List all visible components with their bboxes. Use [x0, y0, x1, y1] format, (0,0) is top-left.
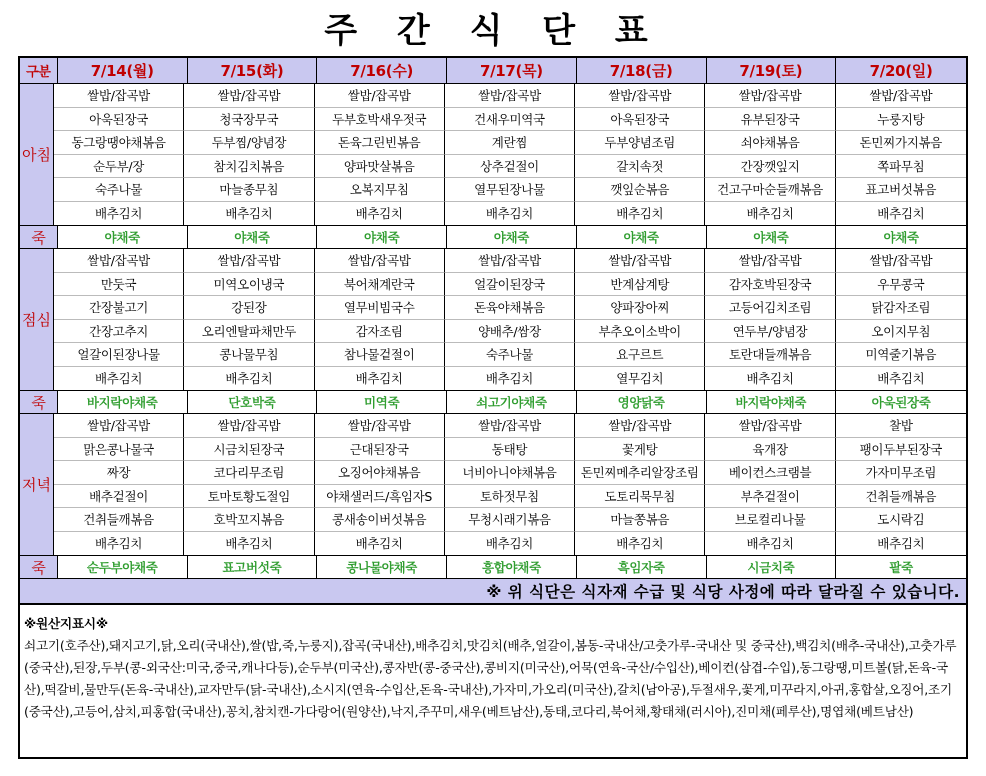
menu-row — [54, 202, 966, 226]
day-header: 7/19(토) — [707, 58, 837, 83]
meal-label: 저녁 — [20, 414, 54, 555]
menu-cell: 숙주나물 — [445, 343, 575, 367]
menu-cell: 찰밥 — [836, 414, 966, 438]
meal-dinner — [20, 414, 966, 556]
menu-cell: 배추김치 — [575, 532, 705, 556]
day-header: 7/15(화) — [188, 58, 318, 83]
menu-cell: 배추김치 — [877, 371, 925, 387]
menu-cell: 배추김치 — [877, 206, 925, 222]
menu-cell: 마늘종무침 — [184, 178, 314, 202]
menu-cell: 배추김치 — [445, 202, 575, 226]
menu-cell: 쌀밥/잡곡밥 — [315, 249, 445, 273]
menu-cell: 베이컨스크램블 — [705, 461, 835, 485]
menu-cell: 배추김치 — [877, 536, 925, 552]
porridge-cell: 단호박죽 — [188, 391, 318, 414]
menu-cell: 배추김치 — [54, 532, 184, 556]
menu-cell: 두부양념조림 — [575, 131, 705, 155]
porridge-cell: 야채죽 — [317, 226, 447, 249]
menu-cell: 쌀밥/잡곡밥 — [836, 84, 966, 108]
menu-cell: 요구르트 — [575, 343, 705, 367]
menu-cell: 배추김치 — [445, 532, 575, 556]
menu-cell: 오복지무침 — [315, 178, 445, 202]
notice-text: ※ 위 식단은 식자재 수급 및 식당 사정에 따라 달라질 수 있습니다. — [20, 579, 966, 605]
menu-row — [54, 108, 966, 132]
porridge-cell: 흑임자죽 — [577, 556, 707, 579]
meal-label: 점심 — [20, 249, 54, 390]
menu-cell: 쌀밥/잡곡밥 — [54, 84, 184, 108]
menu-cell: 쌀밥/잡곡밥 — [445, 249, 575, 273]
porridge-cell: 야채죽 — [577, 226, 707, 249]
menu-cell: 쌀밥/잡곡밥 — [575, 249, 705, 273]
menu-cell: 북어채계란국 — [315, 273, 445, 297]
menu-cell: 간장깻잎지 — [705, 155, 835, 179]
menu-cell: 닭감자조림 — [836, 296, 966, 320]
menu-cell: 가자미무조림 — [836, 461, 966, 485]
menu-cell: 얼갈이된장나물 — [54, 343, 184, 367]
page-title: 주 간 식 단 표 — [324, 11, 662, 51]
menu-cell: 돈민찌메추리알장조림 — [575, 461, 705, 485]
porridge-cell: 팥죽 — [836, 556, 966, 579]
menu-cell: 열무비빔국수 — [315, 296, 445, 320]
menu-cell: 배추김치 — [184, 367, 314, 391]
menu-cell: 깻잎순볶음 — [575, 178, 705, 202]
menu-cell: 아욱된장국 — [575, 108, 705, 132]
menu-row — [54, 367, 966, 391]
porridge-cell: 야채죽 — [447, 226, 577, 249]
menu-cell: 배추김치 — [315, 367, 445, 391]
porridge-cell: 야채죽 — [58, 226, 188, 249]
menu-cell: 콩새송이버섯볶음 — [315, 508, 445, 532]
menu-table — [18, 56, 968, 759]
menu-cell: 너비아니야채볶음 — [445, 461, 575, 485]
menu-cell: 아욱된장국 — [54, 108, 184, 132]
menu-cell: 열무된장나물 — [445, 178, 575, 202]
menu-cell: 감자호박된장국 — [705, 273, 835, 297]
menu-cell: 만둣국 — [54, 273, 184, 297]
meal-lunch — [20, 249, 966, 391]
menu-cell: 배추김치 — [54, 202, 184, 226]
menu-cell: 우무콩국 — [836, 273, 966, 297]
menu-cell: 쌀밥/잡곡밥 — [315, 414, 445, 438]
menu-cell: 고등어김치조림 — [705, 296, 835, 320]
menu-cell: 돈육야채볶음 — [445, 296, 575, 320]
header-label: 구분 — [20, 58, 58, 83]
menu-cell: 연두부/양념장 — [705, 320, 835, 344]
menu-cell: 쌀밥/잡곡밥 — [315, 84, 445, 108]
menu-row — [54, 320, 966, 344]
menu-row — [54, 178, 966, 202]
menu-cell: 두부호박새우젓국 — [315, 108, 445, 132]
menu-cell: 배추김치 — [184, 202, 314, 226]
menu-cell: 배추김치 — [705, 367, 835, 391]
porridge-row — [20, 556, 966, 579]
menu-cell: 건고구마순들깨볶음 — [705, 178, 835, 202]
menu-cell: 참나물겉절이 — [315, 343, 445, 367]
menu-cell: 건취들깨볶음 — [836, 485, 966, 509]
menu-cell: 쌀밥/잡곡밥 — [54, 249, 184, 273]
porridge-cell: 야채죽 — [836, 226, 966, 249]
porridge-label: 죽 — [20, 391, 58, 414]
menu-cell: 참치김치볶음 — [184, 155, 314, 179]
menu-cell: 맑은콩나물국 — [54, 438, 184, 462]
menu-cell: 열무김치 — [575, 367, 705, 391]
menu-cell: 숙주나물 — [54, 178, 184, 202]
menu-row — [54, 532, 966, 556]
porridge-label: 죽 — [20, 226, 58, 249]
porridge-cell: 아욱된장죽 — [836, 391, 966, 414]
porridge-cell: 시금치죽 — [707, 556, 837, 579]
menu-cell: 팽이두부된장국 — [836, 438, 966, 462]
menu-cell: 도시락김 — [836, 508, 966, 532]
menu-cell: 육개장 — [705, 438, 835, 462]
menu-cell: 토란대들깨볶음 — [705, 343, 835, 367]
menu-cell: 배추김치 — [575, 202, 705, 226]
menu-cell: 쌀밥/잡곡밥 — [54, 414, 184, 438]
menu-cell: 두부찜/양념장 — [184, 131, 314, 155]
day-header: 7/14(월) — [58, 58, 188, 83]
menu-cell: 브로컬리나물 — [705, 508, 835, 532]
menu-cell: 호박꼬지볶음 — [184, 508, 314, 532]
porridge-cell: 쇠고기야채죽 — [447, 391, 577, 414]
menu-cell: 건취들깨볶음 — [54, 508, 184, 532]
menu-row — [54, 485, 966, 509]
menu-cell: 부추겉절이 — [705, 485, 835, 509]
menu-row — [54, 414, 966, 438]
menu-cell: 계란찜 — [445, 131, 575, 155]
menu-cell: 배추김치 — [315, 202, 445, 226]
menu-cell: 쇠야채볶음 — [705, 131, 835, 155]
menu-cell: 동그랑땡야채볶음 — [54, 131, 184, 155]
porridge-cell: 표고버섯죽 — [188, 556, 318, 579]
menu-cell: 미역줄기볶음 — [836, 343, 966, 367]
menu-cell: 양파장아찌 — [575, 296, 705, 320]
menu-row — [54, 438, 966, 462]
porridge-cell: 바지락야채죽 — [707, 391, 837, 414]
menu-cell: 배추김치 — [315, 532, 445, 556]
porridge-cell: 야채죽 — [188, 226, 318, 249]
meal-label: 아침 — [20, 84, 54, 225]
menu-cell: 오리엔탈파채만두 — [184, 320, 314, 344]
menu-cell: 양파맛살볶음 — [315, 155, 445, 179]
origin-text: 쇠고기(호주산),돼지고기,닭,오리(국내산),쌀(밥,죽,누룽지),잡곡(국내산),배추김치,맛김치(배추,얼갈이,봄동-국내산/고춧가루-국내산 및 중국산),백김치(배추-국내산),고춧가루(중국산),된장,두부(콩-외국산:미국,중국,캐나다등),순두부(미국산),콩자반(콩-중국산),콩비지(미국산),어묵(연육-국산/수입산),베이컨(삼겹-수입),동그랑땡,미트볼(닭,돈육-국산),떡갈비,물만두(돈육-국내산),교자만두(닭-국내산),소시지(연육-수입산,돈육-국내산),가자미,가오리(미국산),갈치(남아공),두절새우,꽃게,미꾸라지,아귀,홍합살,오징어,조기(중국산),고등어,삼치,피홍합(국내산),꽁치,참치캔-가다랑어(원양산),낙지,주꾸미,새우(베트남산),동태,코다리,북어채,황태채(러시아),진미채(페루산),명엽채(베트남산) — [24, 638, 957, 719]
menu-cell: 꽃게탕 — [575, 438, 705, 462]
menu-cell: 쌀밥/잡곡밥 — [184, 249, 314, 273]
menu-cell: 동태탕 — [445, 438, 575, 462]
menu-row — [54, 296, 966, 320]
menu-row — [54, 249, 966, 273]
menu-cell: 토마토황도절임 — [184, 485, 314, 509]
menu-cell: 청국장무국 — [184, 108, 314, 132]
header-row — [20, 58, 966, 84]
menu-cell: 쌀밥/잡곡밥 — [836, 249, 966, 273]
porridge-cell: 영양닭죽 — [577, 391, 707, 414]
menu-cell: 도토리묵무침 — [575, 485, 705, 509]
menu-cell: 쌀밥/잡곡밥 — [705, 84, 835, 108]
porridge-row — [20, 226, 966, 249]
menu-row — [54, 508, 966, 532]
menu-cell: 쌀밥/잡곡밥 — [575, 414, 705, 438]
menu-cell: 누룽지탕 — [836, 108, 966, 132]
menu-cell: 오이지무침 — [836, 320, 966, 344]
menu-cell: 쌀밥/잡곡밥 — [184, 84, 314, 108]
menu-cell: 간장불고기 — [54, 296, 184, 320]
menu-cell: 돈민찌가지볶음 — [836, 131, 966, 155]
menu-cell: 마늘쫑볶음 — [575, 508, 705, 532]
menu-cell: 얼갈이된장국 — [445, 273, 575, 297]
menu-cell: 배추김치 — [445, 367, 575, 391]
porridge-row — [20, 391, 966, 414]
menu-cell: 갈치속젓 — [575, 155, 705, 179]
menu-row — [54, 84, 966, 108]
menu-row — [54, 343, 966, 367]
day-header: 7/16(수) — [317, 58, 447, 83]
meal-breakfast — [20, 84, 966, 226]
menu-cell: 강된장 — [184, 296, 314, 320]
menu-cell: 토하젓무침 — [445, 485, 575, 509]
menu-cell: 짜장 — [54, 461, 184, 485]
menu-cell: 감자조림 — [315, 320, 445, 344]
porridge-cell: 바지락야채죽 — [58, 391, 188, 414]
menu-cell: 미역오이냉국 — [184, 273, 314, 297]
menu-cell: 쌀밥/잡곡밥 — [445, 84, 575, 108]
porridge-label: 죽 — [20, 556, 58, 579]
menu-cell: 배추김치 — [705, 532, 835, 556]
menu-cell: 상추겉절이 — [445, 155, 575, 179]
porridge-cell: 콩나물야채죽 — [317, 556, 447, 579]
menu-cell: 부추오이소박이 — [575, 320, 705, 344]
menu-cell: 돈육그린빈볶음 — [315, 131, 445, 155]
menu-cell: 쌀밥/잡곡밥 — [445, 414, 575, 438]
menu-row — [54, 461, 966, 485]
menu-cell: 무청시래기볶음 — [445, 508, 575, 532]
menu-cell: 야채샐러드/흑임자S — [315, 485, 445, 509]
menu-cell: 쪽파무침 — [836, 155, 966, 179]
menu-cell: 쌀밥/잡곡밥 — [705, 249, 835, 273]
menu-cell: 시금치된장국 — [184, 438, 314, 462]
day-header: 7/18(금) — [577, 58, 707, 83]
menu-cell: 표고버섯볶음 — [836, 178, 966, 202]
menu-cell: 쌀밥/잡곡밥 — [705, 414, 835, 438]
menu-cell: 반계삼계탕 — [575, 273, 705, 297]
menu-cell: 건새우미역국 — [445, 108, 575, 132]
day-header: 7/17(목) — [447, 58, 577, 83]
porridge-cell: 흥합야채죽 — [447, 556, 577, 579]
menu-cell: 양배추/쌈장 — [445, 320, 575, 344]
menu-cell: 유부된장국 — [705, 108, 835, 132]
meal-rows — [54, 414, 966, 555]
day-header: 7/20(일) — [869, 62, 933, 80]
menu-cell: 순두부/장 — [54, 155, 184, 179]
menu-cell: 콩나물무침 — [184, 343, 314, 367]
menu-cell: 간장고추지 — [54, 320, 184, 344]
meal-rows — [54, 84, 966, 225]
porridge-cell: 미역죽 — [317, 391, 447, 414]
origin-title: ※원산지표시※ — [24, 616, 108, 631]
porridge-cell: 순두부야채죽 — [58, 556, 188, 579]
origin-section — [20, 605, 966, 757]
menu-cell: 배추김치 — [705, 202, 835, 226]
menu-cell: 쌀밥/잡곡밥 — [575, 84, 705, 108]
menu-cell: 오징어야채볶음 — [315, 461, 445, 485]
menu-cell: 배추겉절이 — [54, 485, 184, 509]
menu-cell: 근대된장국 — [315, 438, 445, 462]
menu-cell: 배추김치 — [54, 367, 184, 391]
menu-cell: 쌀밥/잡곡밥 — [184, 414, 314, 438]
menu-row — [54, 131, 966, 155]
meal-rows — [54, 249, 966, 390]
porridge-cell: 야채죽 — [707, 226, 837, 249]
menu-row — [54, 273, 966, 297]
menu-cell: 코다리무조림 — [184, 461, 314, 485]
menu-cell: 배추김치 — [184, 532, 314, 556]
menu-row — [54, 155, 966, 179]
